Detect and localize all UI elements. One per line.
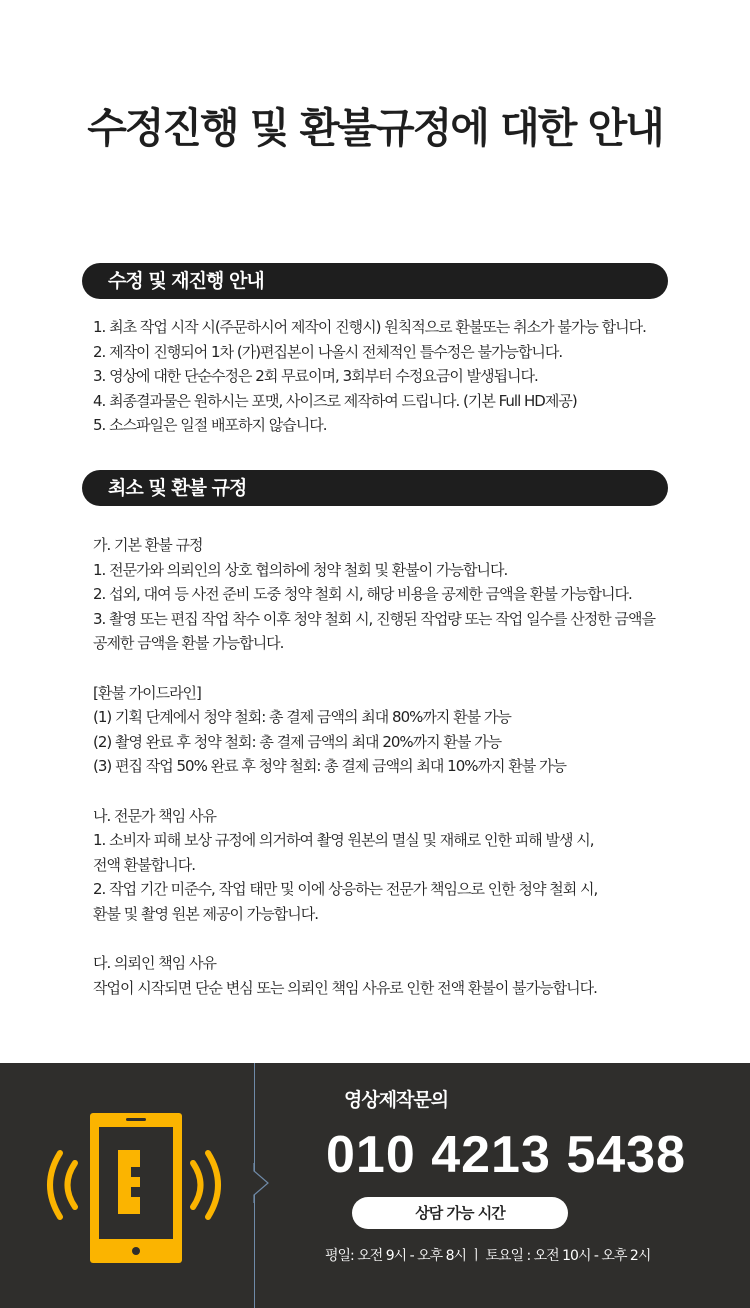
policy-line: 전액 환불합니다. (93, 855, 195, 874)
policy-line: 공제한 금액을 환불 가능합니다. (93, 634, 284, 653)
policy-line: 다. 의뢰인 책임 사유 (93, 954, 216, 973)
policy-line: 2. 제작이 진행되어 1차 (가)편집본이 나올시 전체적인 틀수정은 불가능합니다. (93, 342, 563, 361)
page-title: 수정진행 및 환불규정에 대한 안내 (87, 104, 663, 152)
policy-line: 환불 및 촬영 원본 제공이 가능합니다. (93, 904, 318, 923)
policy-line: [환불 가이드라인] (93, 683, 201, 702)
policy-line: 5. 소스파일은 일절 배포하지 않습니다. (93, 416, 327, 435)
policy-line (93, 779, 748, 804)
policy-line: 3. 영상에 대한 단순수정은 2회 무료이며, 3회부터 수정요금이 발생됩니다. (93, 367, 538, 386)
policy-line: 2. 작업 기간 미준수, 작업 태만 및 이에 상응하는 전문가 책임으로 인한 청약 철회 시, (93, 880, 598, 899)
policy-line: 3. 촬영 또는 편집 작업 착수 이후 청약 철회 시, 진행된 작업량 또는 작업 일수를 산정한 금액을 (93, 609, 656, 628)
consultation-hours-badge: 상담 가능 시간 (352, 1197, 568, 1229)
policy-line: 1. 최초 작업 시작 시(주문하시어 제작이 진행시) 원칙적으로 환불또는 취소가 불가능 합니다. (93, 318, 646, 336)
policy-line (93, 656, 748, 681)
phone-ringing-icon (38, 1105, 228, 1265)
section-heading-revision: 수정 및 재진행 안내 (82, 263, 668, 299)
policy-line: (1) 기획 단계에서 청약 철회: 총 결제 금액의 최대 80%까지 환불 가능 (93, 708, 511, 727)
policy-line: 4. 최종결과물은 원하시는 포맷, 사이즈로 제작하여 드립니다. (기본 Full HD제공) (93, 391, 577, 410)
policy-line: 1. 소비자 피해 보상 규정에 의거하여 촬영 원본의 멸실 및 재해로 인한 피해 발생 시, (93, 831, 594, 850)
chevron-right-icon (248, 1163, 278, 1203)
policy-line: (2) 촬영 완료 후 청약 철회: 총 결제 금액의 최대 20%까지 환불 가능 (93, 732, 502, 751)
policy-line: (3) 편집 작업 50% 완료 후 청약 철회: 총 결제 금액의 최대 10%까지 환불 가능 (93, 757, 566, 776)
phone-number[interactable]: 010 4213 5438 (326, 1126, 687, 1184)
policy-line: 2. 섭외, 대여 등 사전 준비 도중 청약 철회 시, 해당 비용을 공제한 금액을 환불 가능합니다. (93, 585, 632, 604)
policy-line (93, 927, 748, 952)
policy-line: 1. 전문가와 의뢰인의 상호 협의하에 청약 철회 및 환불이 가능합니다. (93, 560, 508, 579)
contact-label: 영상제작문의 (344, 1089, 449, 1111)
policy-line: 나. 전문가 책임 사유 (93, 806, 216, 825)
policy-line: 작업이 시작되면 단순 변심 또는 의뢰인 책임 사유로 인한 전액 환불이 불가능합니다. (93, 978, 597, 997)
contact-footer (0, 1063, 750, 1308)
policy-line: 가. 기본 환불 규정 (93, 536, 203, 554)
revision-policy-list (93, 315, 748, 438)
refund-policy-list (93, 533, 748, 1000)
section-heading-refund: 최소 및 환불 규정 (82, 470, 668, 506)
consultation-hours: 평일: 오전 9시 - 오후 8시 ㅣ 토요일 : 오전 10시 - 오후 2시 (325, 1248, 651, 1264)
